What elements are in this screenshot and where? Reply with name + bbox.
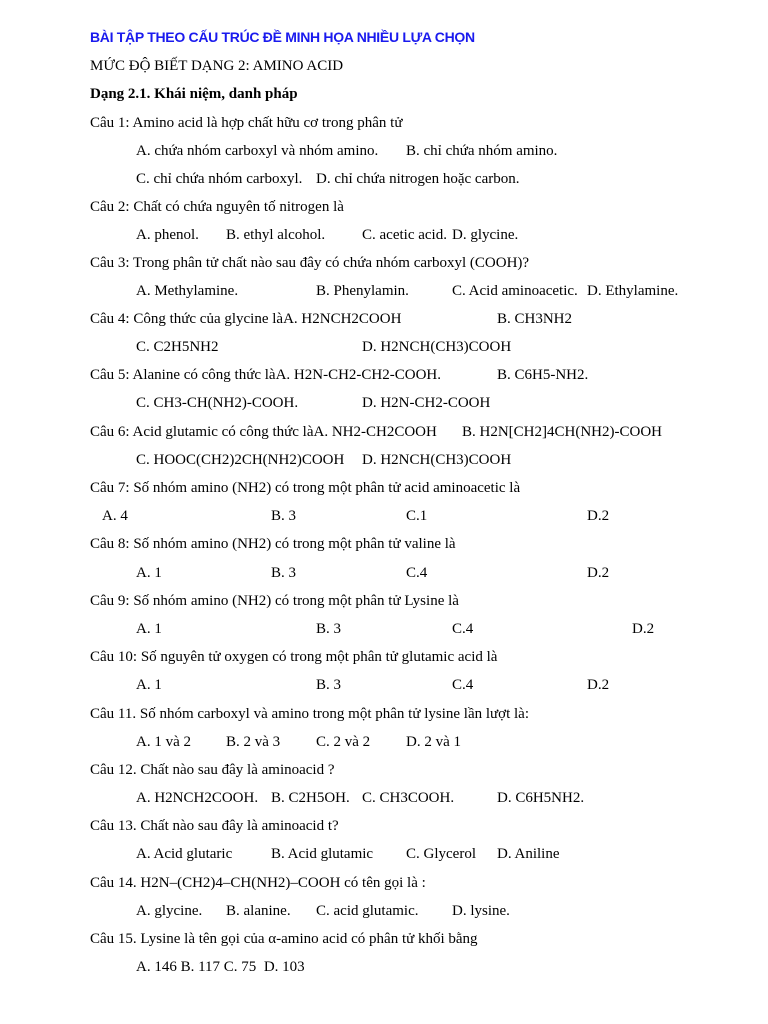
question-14-stem: Câu 14. H2N–(CH2)4–CH(NH2)–COOH có tên gọi là : bbox=[90, 875, 426, 891]
question-10-stem: Câu 10: Số nguyên tử oxygen có trong một phân tử glutamic acid là bbox=[90, 649, 498, 665]
question-12-stem: Câu 12. Chất nào sau đây là aminoacid ? bbox=[90, 762, 335, 778]
question-5-stem: Câu 5: Alanine có công thức làA. H2N-CH2-CH2-COOH. bbox=[90, 367, 441, 383]
question-6-option-b: B. H2N[CH2]4CH(NH2)-COOH bbox=[462, 424, 662, 440]
question-15-option-a: A. 146 bbox=[136, 959, 177, 975]
question-12-option-b: B. C2H5OH. bbox=[271, 790, 350, 806]
question-7-option-c: C.1 bbox=[406, 508, 428, 524]
question-9-option-d: D.2 bbox=[632, 621, 655, 637]
question-10-option-b: B. 3 bbox=[316, 677, 342, 693]
question-3-option-c: C. Acid aminoacetic. bbox=[452, 283, 578, 299]
question-7-option-d: D.2 bbox=[587, 508, 610, 524]
question-4-option-d: D. H2NCH(CH3)COOH bbox=[362, 339, 512, 355]
document-header: BÀI TẬP THEO CẤU TRÚC ĐỀ MINH HỌA NHIỀU LỰA CHỌN bbox=[90, 29, 475, 45]
question-9-option-c: C.4 bbox=[452, 621, 474, 637]
question-8-option-b: B. 3 bbox=[271, 565, 297, 581]
question-2-option-d: D. glycine. bbox=[452, 227, 519, 243]
question-3-option-d: D. Ethylamine. bbox=[587, 283, 679, 299]
question-9-stem: Câu 9: Số nhóm amino (NH2) có trong một phân tử Lysine là bbox=[90, 593, 459, 609]
question-6-stem: Câu 6: Acid glutamic có công thức làA. NH2-CH2COOH bbox=[90, 424, 437, 440]
question-13-option-d: D. Aniline bbox=[497, 846, 560, 862]
question-14-option-c: C. acid glutamic. bbox=[316, 903, 419, 919]
question-11-option-c: C. 2 và 2 bbox=[316, 734, 371, 750]
question-15-option-b: B. 117 bbox=[180, 959, 221, 975]
question-5-option-c: C. CH3-CH(NH2)-COOH. bbox=[136, 395, 299, 411]
question-2-stem: Câu 2: Chất có chứa nguyên tố nitrogen là bbox=[90, 199, 344, 215]
question-1-option-d: D. chỉ chứa nitrogen hoặc carbon. bbox=[316, 171, 520, 187]
question-13-option-c: C. Glycerol bbox=[406, 846, 476, 862]
question-13-stem: Câu 13. Chất nào sau đây là aminoacid t? bbox=[90, 818, 339, 834]
question-1-option-b: B. chỉ chứa nhóm amino. bbox=[406, 143, 558, 159]
question-2-option-b: B. ethyl alcohol. bbox=[226, 227, 326, 243]
question-6-option-d: D. H2NCH(CH3)COOH bbox=[362, 452, 512, 468]
question-10-option-c: C.4 bbox=[452, 677, 474, 693]
question-3-stem: Câu 3: Trong phân tử chất nào sau đây có chứa nhóm carboxyl (COOH)? bbox=[90, 255, 530, 271]
question-4-option-c: C. C2H5NH2 bbox=[136, 339, 219, 355]
question-3-option-b: B. Phenylamin. bbox=[316, 283, 409, 299]
question-12-option-d: D. C6H5NH2. bbox=[497, 790, 585, 806]
question-8-option-c: C.4 bbox=[406, 565, 428, 581]
question-8-option-a: A. 1 bbox=[136, 565, 162, 581]
question-7-option-b: B. 3 bbox=[271, 508, 297, 524]
question-12-option-a: A. H2NCH2COOH. bbox=[136, 790, 259, 806]
question-4-option-b: B. CH3NH2 bbox=[497, 311, 573, 327]
question-1-stem: Câu 1: Amino acid là hợp chất hữu cơ trong phân tử bbox=[90, 115, 403, 131]
question-3-option-a: A. Methylamine. bbox=[136, 283, 239, 299]
question-8-option-d: D.2 bbox=[587, 565, 610, 581]
question-14-option-b: B. alanine. bbox=[226, 903, 291, 919]
question-13-option-a: A. Acid glutaric bbox=[136, 846, 233, 862]
section-title: Dạng 2.1. Khái niệm, danh pháp bbox=[90, 86, 298, 102]
question-2-option-a: A. phenol. bbox=[136, 227, 199, 243]
question-8-stem: Câu 8: Số nhóm amino (NH2) có trong một phân tử valine là bbox=[90, 536, 456, 552]
question-5-option-b: B. C6H5-NH2. bbox=[497, 367, 589, 383]
question-7-option-a: A. 4 bbox=[102, 508, 128, 524]
question-9-option-a: A. 1 bbox=[136, 621, 162, 637]
question-10-option-d: D.2 bbox=[587, 677, 610, 693]
question-6-option-c: C. HOOC(CH2)2CH(NH2)COOH bbox=[136, 452, 345, 468]
question-11-option-d: D. 2 và 1 bbox=[406, 734, 461, 750]
question-1-option-a: A. chứa nhóm carboxyl và nhóm amino. bbox=[136, 143, 379, 159]
question-4-stem: Câu 4: Công thức của glycine làA. H2NCH2COOH bbox=[90, 311, 402, 327]
question-1-option-c: C. chỉ chứa nhóm carboxyl. bbox=[136, 171, 303, 187]
question-15-option-d: D. 103 bbox=[263, 959, 305, 975]
question-2-option-c: C. acetic acid. bbox=[362, 227, 447, 243]
question-11-option-b: B. 2 và 3 bbox=[226, 734, 281, 750]
question-13-option-b: B. Acid glutamic bbox=[271, 846, 374, 862]
level-title: MỨC ĐỘ BIẾT DẠNG 2: AMINO ACID bbox=[90, 58, 344, 74]
question-14-option-a: A. glycine. bbox=[136, 903, 203, 919]
question-15-option-c: C. 75 bbox=[223, 959, 257, 975]
question-10-option-a: A. 1 bbox=[136, 677, 162, 693]
question-5-option-d: D. H2N-CH2-COOH bbox=[362, 395, 491, 411]
question-15-options bbox=[136, 958, 305, 976]
question-9-option-b: B. 3 bbox=[316, 621, 342, 637]
question-7-stem: Câu 7: Số nhóm amino (NH2) có trong một phân tử acid aminoacetic là bbox=[90, 480, 521, 496]
question-14-option-d: D. lysine. bbox=[452, 903, 510, 919]
question-12-option-c: C. CH3COOH. bbox=[362, 790, 455, 806]
question-11-stem: Câu 11. Số nhóm carboxyl và amino trong một phân tử lysine lần lượt là: bbox=[90, 706, 529, 722]
question-11-option-a: A. 1 và 2 bbox=[136, 734, 191, 750]
question-15-stem: Câu 15. Lysine là tên gọi của α-amino acid có phân tử khối bằng bbox=[90, 931, 478, 947]
